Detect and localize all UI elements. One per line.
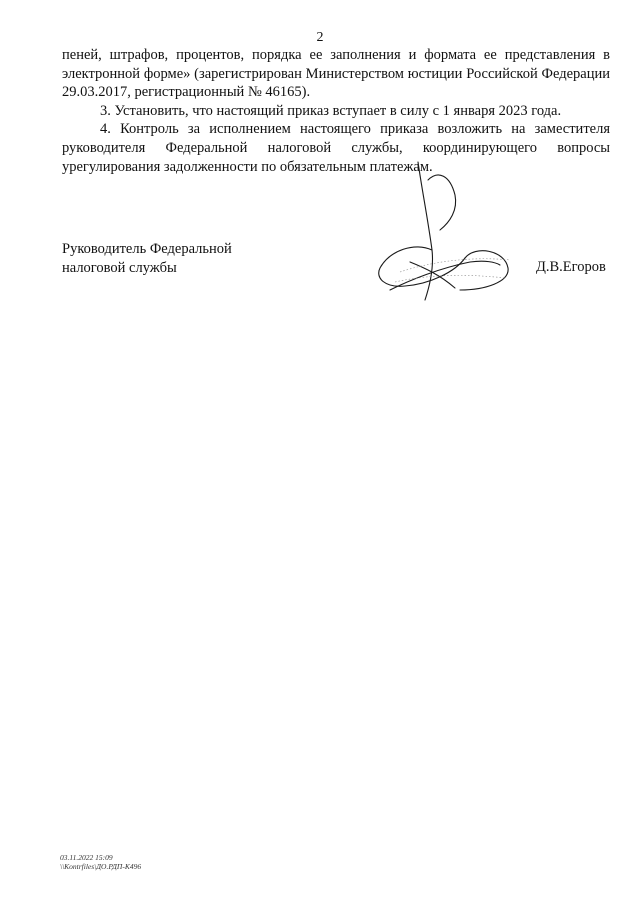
paragraph-continuation: пеней, штрафов, процентов, порядка ее заполнения и формата ее представления в электронной форме» (зарегистрирован Министерством юстиции Российской Федерации 29.03.2017, регистрационный № 46165). [62,47,610,101]
signatory-name: Д.В.Егоров [536,259,606,275]
footer-file-path: \\Kontrfiles\ДО.РДП-К496 [60,862,142,871]
signatory-title-line1: Руководитель Федеральной [62,241,232,257]
document-body [62,46,610,176]
handwritten-signature [370,150,520,330]
footer-timestamp: 03.11.2022 15:09 [60,853,113,862]
page-number: 2 [316,30,324,45]
document-footer [60,853,141,871]
paragraph-3: 3. Установить, что настоящий приказ вступает в силу с 1 января 2023 года. [100,102,562,119]
signatory-title-line2: налоговой службы [62,259,177,276]
paragraph-4: 4. Контроль за исполнением настоящего приказа возложить на заместителя руководителя Федеральной налоговой службы, координирующего вопросы урегулирования задолженности по обязательным платежам. [62,121,610,175]
signatory-title [62,240,232,277]
